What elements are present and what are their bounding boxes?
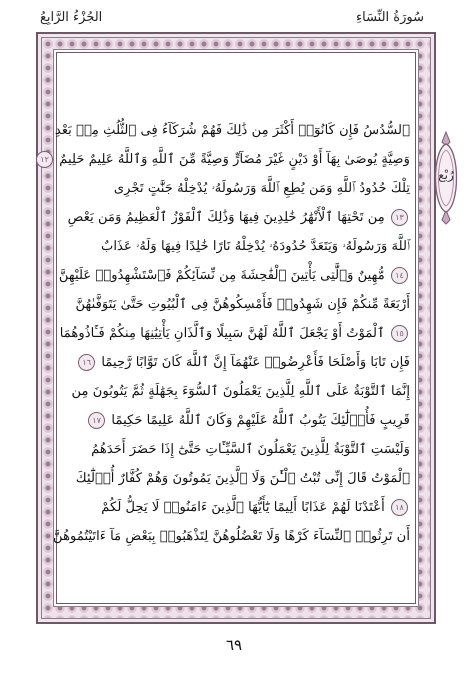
text-line: وَصِيَّةٍ يُوصَىٰ بِهَآ أَوْ دَيْنٍ غَيْرَ مُضَآرٍّ وَصِيَّةً مِّنَ ٱللَّهِ وَٱللَّهُ عَلِيمٌ حَلِيمٌ ١٢: [58, 145, 410, 174]
text-line: تِلْكَ حُدُودُ ٱللَّهِ وَمَن يُطِعِ ٱللَّهَ وَرَسُولَهُۥ يُدْخِلْهُ جَنَّٰتٍ تَجْرِى: [113, 181, 410, 196]
ayah-marker: ١٧: [88, 412, 105, 429]
ayah-marker: ١٣: [391, 209, 408, 226]
ayah-marker: ١٤: [391, 267, 408, 284]
text-line: إِنَّمَا ٱلتَّوْبَةُ عَلَى ٱللَّهِ لِلَّذِينَ يَعْمَلُونَ ٱلسُّوٓءَ بِجَهَٰلَةٍ ثُمَّ يَتُوبُونَ مِن: [71, 384, 410, 399]
quran-text-block: [40, 116, 410, 551]
ayah-marker: ١٥: [391, 325, 408, 342]
hizb-quarter-marker: [430, 130, 462, 226]
text-line: ٱلْمَوْتُ قَالَ إِنِّى تُبْتُ ٱلْـَٰٔنَ وَلَا ٱلَّذِينَ يَمُوتُونَ وَهُمْ كُفَّارٌ أُو۟لَٰٓئِكَ: [75, 471, 410, 486]
text-line: ١٤ مُّهِينٌ وَٱلَّٰتِى يَأْتِينَ ٱلْفَٰحِشَةَ مِن نِّسَآئِكُمْ فَٱسْتَشْهِدُوا۟ عَلَيْهِنَّ: [58, 261, 410, 290]
surah-title: سُورَةُ النِّسَاءِ: [356, 10, 424, 25]
juz-title: الجُزْءُ الرَّابِعُ: [40, 10, 103, 25]
text-line: وَلَيْسَتِ ٱلتَّوْبَةُ لِلَّذِينَ يَعْمَلُونَ ٱلسَّيِّـَٔاتِ حَتَّىٰٓ إِذَا حَضَرَ أَحَدَهُمُ: [91, 442, 410, 457]
text-line: أَن تَرِثُوا۟ ٱلنِّسَآءَ كَرْهًا وَلَا تَعْضُلُوهُنَّ لِتَذْهَبُوا۟ بِبَعْضِ مَآ ءَاتَيْتُمُوهُنَّ: [53, 529, 410, 544]
ayah-marker: ١٨: [391, 499, 408, 516]
text-line: ١٨ أَعْتَدْنَا لَهُمْ عَذَابًا أَلِيمًا يَٰٓأَيُّهَا ٱلَّذِينَ ءَامَنُوا۟ لَا يَحِلُّ لَكُمْ: [58, 493, 410, 522]
text-line: ١٥ ٱلْمَوْتُ أَوْ يَجْعَلَ ٱللَّهُ لَهُنَّ سَبِيلًا وَٱلَّذَانِ يَأْتِيَٰنِهَا مِنكُمْ فَـَٔاذُوهُمَا: [58, 319, 410, 348]
text-line: ١٣ مِن تَحْتِهَا ٱلْأَنْهَٰرُ خَٰلِدِينَ فِيهَا وَذَٰلِكَ ٱلْفَوْزُ ٱلْعَظِيمُ وَمَن يَعْصِ: [58, 203, 410, 232]
text-line: ٱلسُّدُسُ فَإِن كَانُوٓا۟ أَكْثَرَ مِن ذَٰلِكَ فَهُمْ شُرَكَآءُ فِى ٱلثُّلُثِ مِنۢ بَعْدِ: [54, 123, 410, 138]
text-line: أَرْبَعَةً مِّنكُمْ فَإِن شَهِدُوا۟ فَأَمْسِكُوهُنَّ فِى ٱلْبُيُوتِ حَتَّىٰ يَتَوَفَّىٰهُنَّ: [75, 297, 410, 312]
page-number: ٦٩: [225, 636, 243, 654]
text-line: قَرِيبٍ فَأُو۟لَٰٓئِكَ يَتُوبُ ٱللَّهُ عَلَيْهِمْ وَكَانَ ٱللَّهُ عَلِيمًا حَكِيمًا ١٧: [58, 406, 410, 435]
text-line: فَإِن تَابَا وَأَصْلَحَا فَأَعْرِضُوا۟ عَنْهُمَآ إِنَّ ٱللَّهَ كَانَ تَوَّابًا رَّحِيمًا ١٦: [58, 348, 410, 377]
ayah-marker: ١٢: [36, 151, 53, 168]
ayah-marker: ١٦: [78, 354, 95, 371]
hizb-label: رُبْع: [438, 168, 454, 182]
text-line: ٱللَّهَ وَرَسُولَهُۥ وَيَتَعَدَّ حُدُودَهُۥ يُدْخِلْهُ نَارًا خَٰلِدًا فِيهَا وَلَهُۥ عَذَابٌ: [100, 239, 410, 254]
